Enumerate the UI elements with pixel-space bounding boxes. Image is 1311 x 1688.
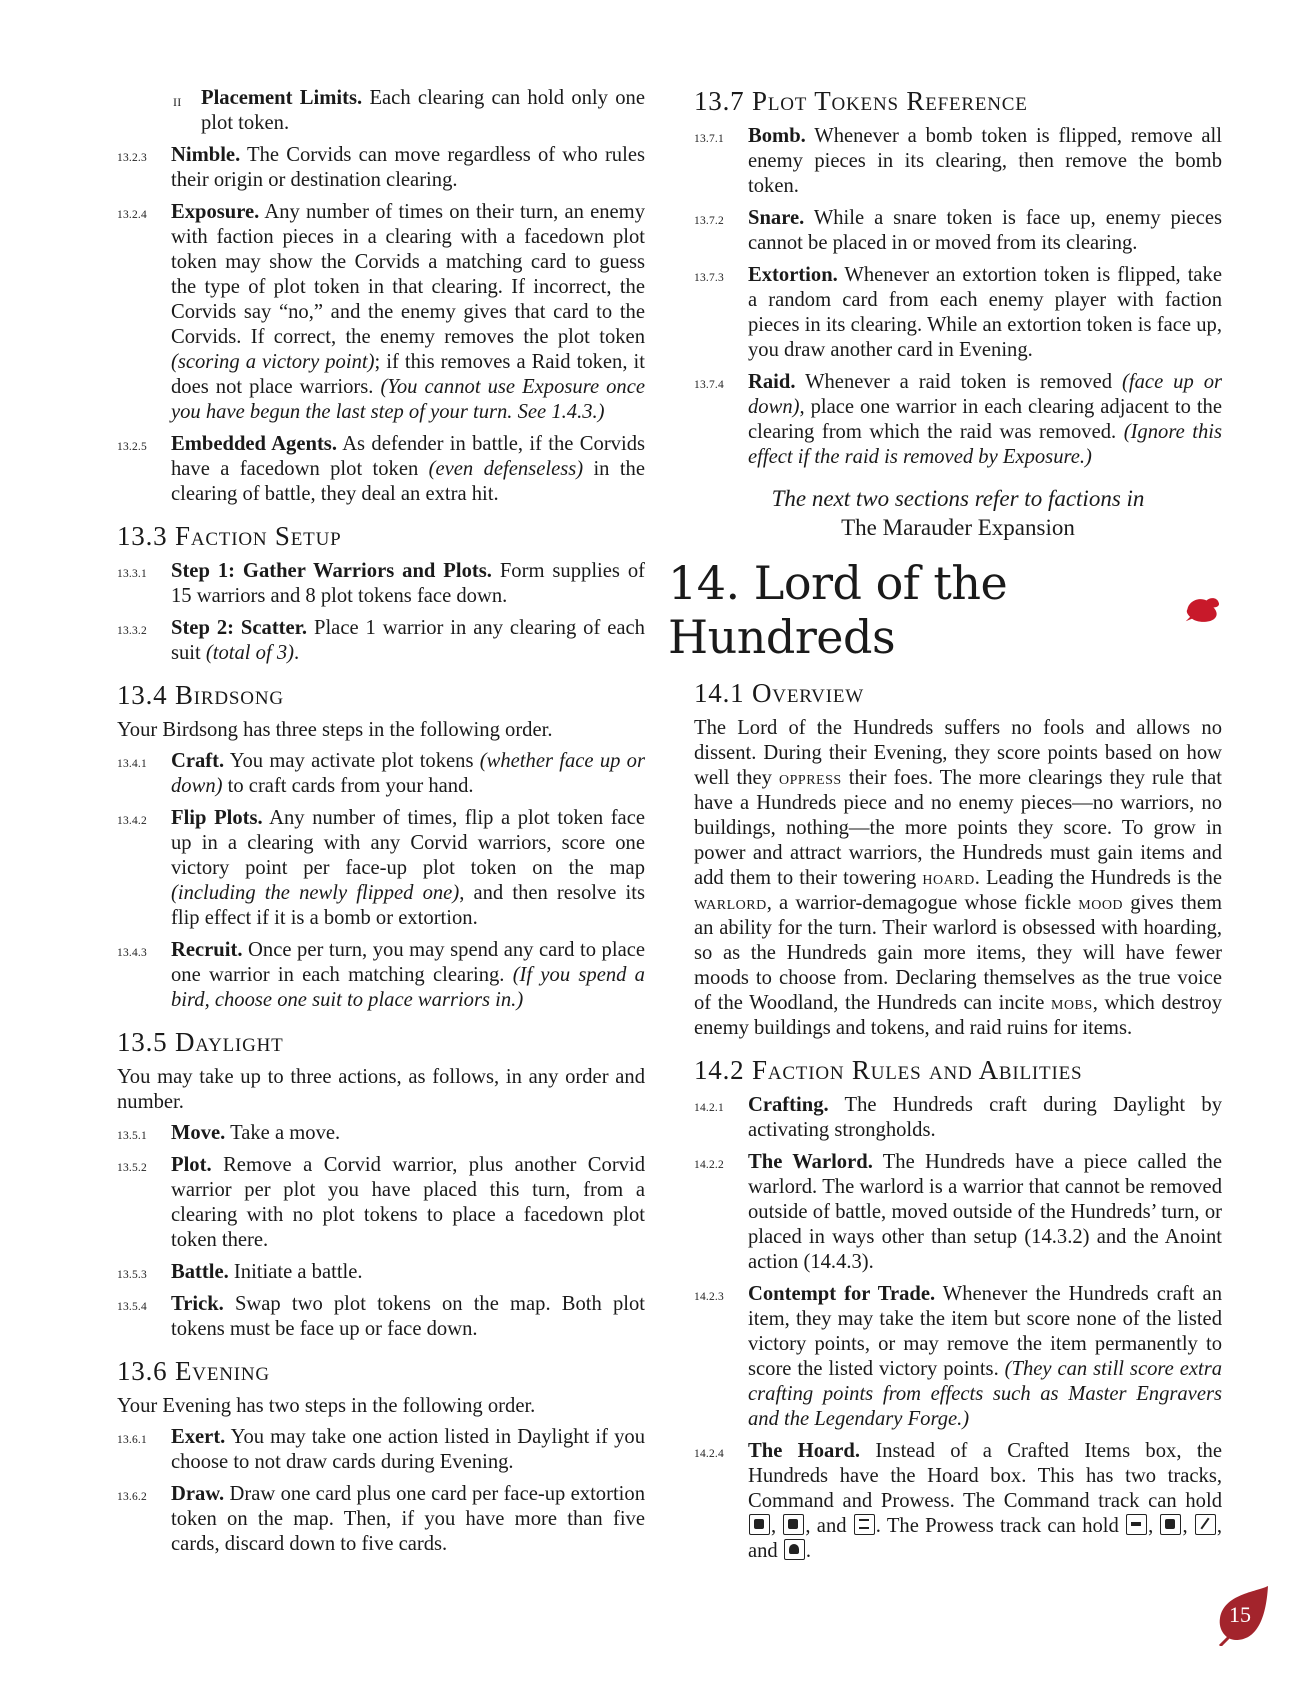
rule-title: Bomb. xyxy=(748,125,806,147)
section-heading-14-2: 14.2 Faction Rules and Abilities xyxy=(694,1055,1083,1085)
rule-text: ; if this removes a Raid token, it does not place warriors. xyxy=(171,351,645,398)
rule-number: 13.5.1 xyxy=(117,1130,147,1142)
rule-title: Plot. xyxy=(171,1154,212,1176)
rule-text: Draw one card plus one card per face-up extortion token on the map. Then, if you have more than five cards, discard down to five cards. xyxy=(171,1483,645,1555)
separator: , and xyxy=(805,1515,853,1537)
rule-14-2-1 xyxy=(694,1093,1222,1143)
rule-title: Battle. xyxy=(171,1261,229,1283)
right-column xyxy=(668,86,1223,1571)
rule-text: Swap two plot tokens on the map. Both plot tokens must be face up or face down. xyxy=(171,1293,645,1340)
rule-text: Any number of times, flip a plot token face up in a clearing with any Corvid warriors, score one victory point per face-up plot token on the map xyxy=(171,807,645,879)
rule-13-5-3 xyxy=(117,1260,645,1285)
paragraph-14-1 xyxy=(694,716,1222,1041)
rule-italic: (If you spend a bird, choose one suit to place warriors in.) xyxy=(171,964,645,1011)
rule-14-2-3 xyxy=(694,1282,1222,1432)
rule-title: Raid. xyxy=(748,371,796,393)
rule-title: The Warlord. xyxy=(748,1151,873,1173)
rule-text: The Hundreds craft during Daylight by activating strongholds. xyxy=(748,1094,1222,1141)
rule-13-4-3 xyxy=(117,938,645,1013)
page-number-badge xyxy=(1216,1584,1272,1646)
paragraph-13-6: Your Evening has two steps in the following order. xyxy=(117,1395,536,1417)
rule-title: Contempt for Trade. xyxy=(748,1283,936,1305)
section-heading-13-5: 13.5 Daylight xyxy=(117,1027,284,1057)
rule-13-2-4 xyxy=(117,200,645,425)
page-number: 15 xyxy=(1229,1602,1251,1627)
rule-title: Craft. xyxy=(171,750,225,772)
rule-title: Placement Limits. xyxy=(201,87,363,109)
rule-14-2-4 xyxy=(694,1439,1222,1564)
overview-text: . Leading the Hundreds is the xyxy=(974,867,1222,889)
boot-icon xyxy=(749,1514,770,1535)
overview-text: , which destroy enemy buildings and tokens, and raid ruins for items. xyxy=(694,992,1222,1039)
rule-13-6-2 xyxy=(117,1482,645,1557)
paragraph-13-5: You may take up to three actions, as follows, in any order and number. xyxy=(117,1066,645,1113)
rule-title: Nimble. xyxy=(171,144,241,166)
rule-text: in the clearing of battle, they deal an extra hit. xyxy=(171,458,645,505)
rule-italic: (They can still score extra crafting points from effects such as Master Engravers and the Legendary Forge.) xyxy=(748,1358,1223,1430)
overview-text: their foes. The more clearings they rule that have a Hundreds piece and no enemy pieces—no warriors, no buildings, nothing—the more points they score. To grow in power and attract warriors, the Hundreds must gain items and add them to their towering xyxy=(694,767,1222,889)
bird-icon xyxy=(1184,593,1222,627)
sword-icon xyxy=(1195,1514,1216,1535)
rule-number: 13.6.1 xyxy=(117,1434,147,1446)
rule-text: Each clearing can hold only one plot token. xyxy=(201,87,645,134)
separator: , xyxy=(1148,1515,1160,1537)
rule-number: 13.5.3 xyxy=(117,1269,147,1281)
rule-text: Whenever a bomb token is flipped, remove all enemy pieces in its clearing, then remove the bomb token. xyxy=(748,125,1222,197)
rule-italic: (including the newly flipped one) xyxy=(171,882,460,904)
rule-italic: (whether face up or down) xyxy=(171,750,645,797)
rule-number: 13.4.3 xyxy=(117,947,147,959)
rule-italic: (total of 3) xyxy=(205,642,294,664)
rule-title: The Hoard. xyxy=(748,1440,861,1462)
rule-text: Any number of times on their turn, an enemy with faction pieces in a clearing with a facedown plot token may show the Corvids a matching card to guess the type of plot token in that clearing. If incorrect, the Corvids say “no,” and the enemy gives that card to the Corvids. If correct, the enemy removes the plot token xyxy=(171,201,645,348)
rule-title: Step 1: Gather Warriors and Plots. xyxy=(171,560,492,582)
rule-title: Exposure. xyxy=(171,201,260,223)
expansion-note-line1: The next two sections refer to factions in xyxy=(771,486,1145,511)
rule-number: 13.4.1 xyxy=(117,758,147,770)
separator: , xyxy=(771,1515,783,1537)
rule-text: Remove a Corvid warrior, plus another Corvid warrior per plot you have placed this turn, from a clearing with no plot tokens to place a facedown plot token there. xyxy=(171,1154,645,1251)
paragraph-13-4: Your Birdsong has three steps in the following order. xyxy=(117,719,553,741)
keyword-mobs: mobs xyxy=(1051,993,1093,1014)
rule-number: 13.5.2 xyxy=(117,1162,147,1174)
rule-text: Whenever an extortion token is flipped, take a random card from each enemy player with faction pieces in its clearing. While an extortion token is face up, you draw another card in Evening. xyxy=(748,264,1222,361)
rule-title: Exert. xyxy=(171,1426,226,1448)
rule-13-3-1 xyxy=(117,559,645,609)
rule-text: Whenever the Hundreds craft an item, they may take the item but score none of the listed victory points, or may remove the item permanently to score the listed victory points. xyxy=(748,1283,1222,1380)
section-heading-13-7: 13.7 Plot Tokens Reference xyxy=(694,86,1028,116)
rule-text: . The Prowess track can hold xyxy=(875,1515,1126,1537)
rule-italic: (Ignore this effect if the raid is removed by Exposure.) xyxy=(748,421,1222,468)
rule-title: Embedded Agents. xyxy=(171,433,337,455)
expansion-note xyxy=(694,484,1222,542)
rule-title: Crafting. xyxy=(748,1094,829,1116)
separator: , xyxy=(1182,1515,1194,1537)
rule-text: The Hundreds have a piece called the warlord. The warlord is a warrior that cannot be removed outside of battle, moved outside of the Hundreds’ turn, or placed in ways other than setup (14.3.2) and the Anoint action (14.4.3). xyxy=(748,1151,1222,1273)
rule-title: Extortion. xyxy=(748,264,838,286)
hammer-icon xyxy=(784,1539,805,1560)
separator: , and xyxy=(748,1515,1223,1562)
rule-text: Initiate a battle. xyxy=(228,1261,363,1283)
left-column xyxy=(117,86,645,1564)
rule-13-2-2-ii xyxy=(117,86,645,136)
rule-italic: (You cannot use Exposure once you have begun the last step of your turn. See 1.4.3.) xyxy=(171,376,645,423)
rule-italic: (scoring a victory point) xyxy=(171,351,375,373)
rule-13-5-1 xyxy=(117,1121,645,1146)
coins-icon xyxy=(854,1514,875,1535)
rule-title: Step 2: Scatter. xyxy=(171,617,308,639)
rule-text: You may activate plot tokens xyxy=(224,750,480,772)
overview-text: The Lord of the Hundreds suffers no fools and allows no dissent. During their Evening, they score points based on how well they xyxy=(694,717,1222,789)
chapter-title xyxy=(668,556,1222,664)
rule-13-7-3 xyxy=(694,263,1222,363)
rule-text: Whenever a raid token is removed xyxy=(795,371,1123,393)
section-heading-13-4: 13.4 Birdsong xyxy=(117,680,284,710)
rule-13-6-1 xyxy=(117,1425,645,1475)
section-heading-13-6: 13.6 Evening xyxy=(117,1356,270,1386)
torch-icon xyxy=(1160,1514,1181,1535)
rule-italic: (even defenseless) xyxy=(428,458,584,480)
rule-text: You may take one action listed in Daylight if you choose to not draw cards during Evening. xyxy=(171,1426,645,1473)
rule-number: 13.6.2 xyxy=(117,1491,147,1503)
rule-text: As defender in battle, if the Corvids have a facedown plot token xyxy=(171,433,646,480)
rule-title: Move. xyxy=(171,1122,226,1144)
rule-title: Snare. xyxy=(748,207,805,229)
rule-number: 13.5.4 xyxy=(117,1301,147,1313)
rule-number: 13.7.4 xyxy=(694,379,724,391)
rule-title: Recruit. xyxy=(171,939,243,961)
rule-13-4-2 xyxy=(117,806,645,931)
rule-number: 14.2.3 xyxy=(694,1291,724,1303)
section-heading-13-3: 13.3 Faction Setup xyxy=(117,521,342,551)
rule-italic: (face up or down) xyxy=(748,371,1222,418)
expansion-note-line2: The Marauder Expansion xyxy=(841,515,1075,540)
rule-13-5-2 xyxy=(117,1153,645,1253)
rule-title: Draw. xyxy=(171,1483,225,1505)
rule-13-5-4 xyxy=(117,1292,645,1342)
rule-number: 13.2.3 xyxy=(117,152,147,164)
rule-text: Instead of a Crafted Items box, the Hundreds have the Hoard box. This has two tracks, Command and Prowess. The Command track can hold xyxy=(748,1440,1222,1512)
rule-title: Trick. xyxy=(171,1293,224,1315)
rule-number: 13.3.2 xyxy=(117,625,147,637)
rule-13-7-4 xyxy=(694,370,1222,470)
rule-13-3-2 xyxy=(117,616,645,666)
keyword-warlord: warlord xyxy=(694,893,767,914)
rule-13-2-3 xyxy=(117,143,645,193)
rule-number: 14.2.1 xyxy=(694,1102,724,1114)
rule-number: 13.3.1 xyxy=(117,568,147,580)
rule-13-2-5 xyxy=(117,432,645,507)
rule-text: Take a move. xyxy=(225,1122,341,1144)
rule-number: 13.7.3 xyxy=(694,272,724,284)
rule-number: II xyxy=(173,95,182,109)
rule-text: , place one warrior in each clearing adjacent to the clearing from which the raid was removed. xyxy=(748,396,1222,443)
rule-text: Place 1 warrior in any clearing of each suit xyxy=(171,617,645,664)
rule-number: 13.2.5 xyxy=(117,441,147,453)
rule-number: 13.7.1 xyxy=(694,133,724,145)
rule-number: 14.2.4 xyxy=(694,1448,724,1460)
rule-text: . xyxy=(805,1540,812,1562)
crossbow-icon xyxy=(1126,1514,1147,1535)
rule-text: . xyxy=(294,642,300,664)
rule-text: Once per turn, you may spend any card to place one warrior in each matching clearing. xyxy=(171,939,645,986)
rule-13-4-1 xyxy=(117,749,645,799)
section-heading-14-1: 14.1 Overview xyxy=(694,678,864,708)
rule-14-2-2 xyxy=(694,1150,1222,1275)
rule-13-7-1 xyxy=(694,124,1222,199)
rule-text: to craft cards from your hand. xyxy=(222,775,474,797)
chapter-title-text: 14. Lord of the Hundreds xyxy=(668,556,1008,664)
rule-number: 13.2.4 xyxy=(117,209,147,221)
overview-text: , a warrior-demagogue whose fickle xyxy=(766,892,1079,914)
rule-text: , and then resolve its flip effect if it is a bomb or extortion. xyxy=(171,882,645,929)
rule-text: The Corvids can move regardless of who rules their origin or destination clearing. xyxy=(171,144,645,191)
rule-13-7-2 xyxy=(694,206,1222,256)
rule-number: 14.2.2 xyxy=(694,1159,724,1171)
keyword-hoard: hoard xyxy=(922,868,975,889)
rule-number: 13.7.2 xyxy=(694,215,724,227)
rule-number: 13.4.2 xyxy=(117,815,147,827)
overview-text: gives them an ability for the turn. Their warlord is obsessed with hoarding, so as the Hundreds gain more items, they will have fewer moods to choose from. Declaring themselves as the true voice of the Woodland, the Hundreds can incite xyxy=(694,892,1222,1014)
keyword-oppress: oppress xyxy=(779,768,842,789)
rule-title: Flip Plots. xyxy=(171,807,263,829)
keyword-mood: mood xyxy=(1078,893,1124,914)
rule-text: Form supplies of 15 warriors and 8 plot tokens face down. xyxy=(171,560,646,607)
rule-text: While a snare token is face up, enemy pieces cannot be placed in or moved from its clearing. xyxy=(748,207,1222,254)
bag-icon xyxy=(783,1514,804,1535)
